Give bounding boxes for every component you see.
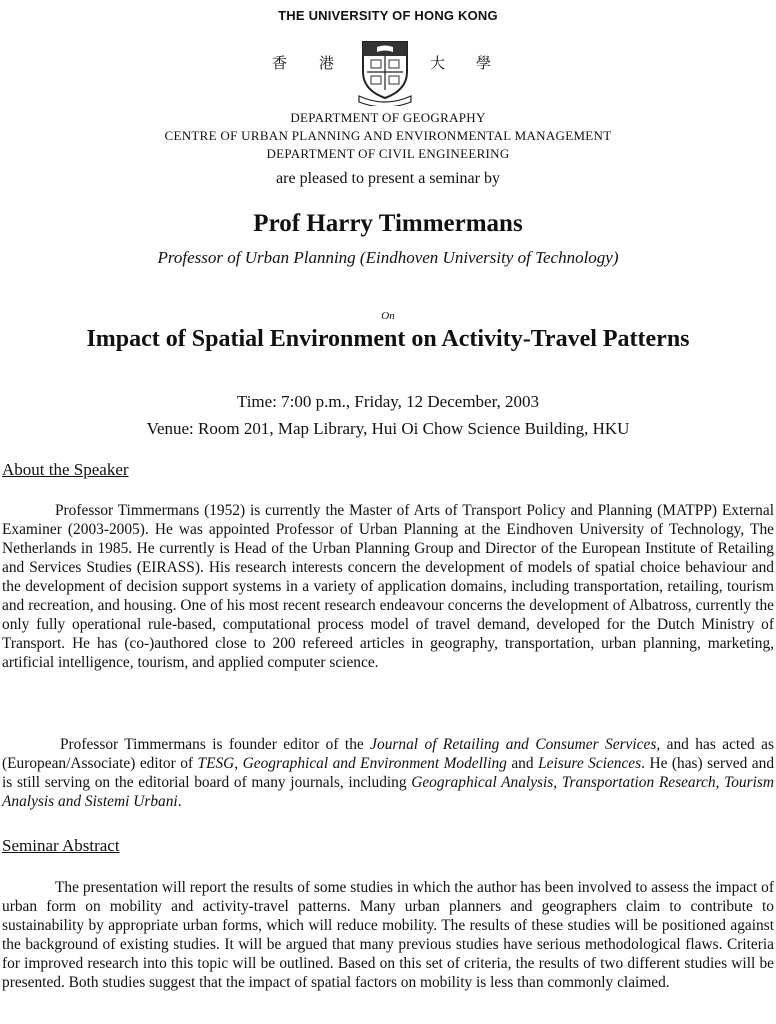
journal-geographical-analysis: Geographical Analysis (411, 774, 554, 791)
chinese-char-4: 學 (476, 54, 492, 72)
seminar-title: Impact of Spatial Environment on Activity-Travel Patterns (86, 326, 690, 352)
about-speaker-heading: About the Speaker (2, 460, 129, 479)
centre-urban-planning: CENTRE OF URBAN PLANNING AND ENVIRONMENTAL MANAGEMENT (164, 128, 612, 143)
journal-tesg: TESG (197, 755, 235, 772)
chinese-char-2: 港 (319, 54, 335, 72)
department-civil-engineering: DEPARTMENT OF CIVIL ENGINEERING (266, 146, 510, 161)
para2-text-6: , (553, 774, 562, 791)
journal-list-editorial: Transportation Research, Tourism Analysis and Sistemi Urbani (2, 774, 774, 810)
on-label: On (381, 310, 395, 322)
para2-text-2: and has acted as (European/Associate) editor of (2, 736, 774, 772)
para2-text-3: , (234, 755, 243, 772)
department-geography: DEPARTMENT OF GEOGRAPHY (290, 110, 486, 125)
speaker-affiliation: Professor of Urban Planning (Eindhoven University of Technology) (157, 248, 619, 267)
para2-text-5: . He (has) served and is still serving on the editorial board of many journals, including (2, 755, 775, 791)
university-crest-icon (355, 38, 415, 106)
intro-line: are pleased to present a seminar by (276, 170, 500, 187)
journal-geographical-environment-modelling: Geographical and Environment Modelling (242, 755, 507, 772)
journal-retailing: Journal of Retailing and Consumer Services, (370, 736, 661, 753)
journal-leisure-sciences: Leisure Sciences (538, 755, 642, 772)
about-speaker-paragraph-2 (2, 735, 774, 811)
para2-text-1: Professor Timmermans is founder editor of the (60, 736, 371, 753)
seminar-abstract-paragraph: The presentation will report the results of some studies in which the author has been involved to assess the impact of urban form on mobility and activity-travel patterns. Many urban planners and geographers claim to contribute to sustainability by appropriate urban forms, which will reduce mobility. The results of these studies will be positioned against the background of existing studies. It will be argued that many previous studies have serious methodological flaws. Criteria for improved research into this topic will be outlined. Based on this set of criteria, the results of two different studies will be presented. Both studies suggest that the impact of spatial factors on mobility is less than commonly claimed. (2, 879, 774, 991)
para2-text-4: and (506, 755, 539, 772)
speaker-name: Prof Harry Timmermans (253, 210, 523, 237)
seminar-time: Time: 7:00 p.m., Friday, 12 December, 2003 (236, 392, 540, 411)
para2-text-7: . (177, 793, 182, 810)
chinese-char-1: 香 (272, 54, 288, 72)
about-speaker-paragraph-1: Professor Timmermans (1952) is currently the Master of Arts of Transport Policy and Planning (MATPP) External Examiner (2003-2005). He was appointed Professor of Urban Planning at the Eindhoven University of Technology, The Netherlands in 1985. He currently is Head of the Urban Planning Group and Director of the European Institute of Retailing and Services Studies (EIRASS). His research interests concern the development of models of spatial choice behaviour and the development of decision support systems in a variety of application domains, including transportation, retailing, tourism and recreation, and housing. One of his most recent research endeavour concerns the development of Albatross, currently the only fully operational rule-based, computational process model of travel demand, developed for the Dutch Ministry of Transport. He has (co-)authored close to 200 refereed articles in geography, transportation, urban planning, marketing, artificial intelligence, tourism, and applied computer science. (2, 502, 774, 671)
chinese-name-row (0, 38, 776, 108)
university-name: THE UNIVERSITY OF HONG KONG (278, 8, 498, 23)
chinese-char-3: 大 (430, 54, 446, 72)
seminar-venue: Venue: Room 201, Map Library, Hui Oi Chow Science Building, HKU (146, 419, 630, 438)
seminar-abstract-heading: Seminar Abstract (2, 836, 120, 855)
